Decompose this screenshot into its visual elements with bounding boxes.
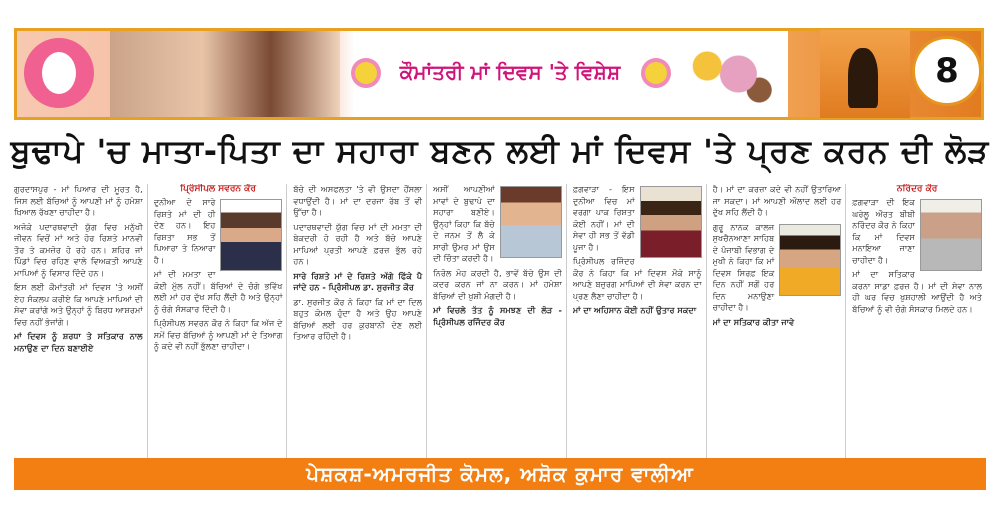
- article-column: [433, 184, 567, 462]
- article-paragraph: ਪਦਾਰਥਵਾਦੀ ਯੁੱਗ ਵਿਚ ਮਾਂ ਦੀ ਮਮਤਾ ਦੀ ਬੇਕਦਰੀ ਹੋ ਰਹੀ ਹੈ ਅਤੇ ਬੱਚੇ ਆਪਣੇ ਮਾਪਿਆਂ ਪ੍ਰਤੀ ਆਪਣੇ ਫ਼ਰਜ਼ ਭੁੱਲ ਰਹੇ ਹਨ।: [293, 221, 423, 266]
- article-paragraph: ਪ੍ਰਿੰਸੀਪਲ ਸਵਰਨ ਕੌਰ ਨੇ ਕਿਹਾ ਕਿ ਅੱਜ ਦੇ ਸਮੇਂ ਵਿਚ ਬੱਚਿਆਂ ਨੂੰ ਆਪਣੀ ਮਾਂ ਦੇ ਤਿਆਗ ਨੂੰ ਕਦੇ ਵੀ ਨਹੀਂ ਭੁੱਲਣਾ ਚਾਹੀਦਾ।: [153, 318, 283, 351]
- portrait-photo: [500, 186, 562, 258]
- portrait-photo: [640, 186, 702, 258]
- byline: ਨਰਿੰਦਰ ਕੌਰ: [896, 184, 938, 194]
- banner-photo-strip: [110, 31, 340, 117]
- article-paragraph: ਬੱਚੇ ਦੀ ਅਸਫਲਤਾ 'ਤੇ ਵੀ ਉਸਦਾ ਹੌਂਸਲਾ ਵਧਾਉਂਦੀ ਹੈ। ਮਾਂ ਦਾ ਦਰਜਾ ਰੱਬ ਤੋਂ ਵੀ ਉੱਚਾ ਹੈ।: [293, 184, 423, 217]
- article-paragraph: ਹੈ। ਮਾਂ ਦਾ ਕਰਜ਼ਾ ਕਦੇ ਵੀ ਨਹੀਂ ਉਤਾਰਿਆ ਜਾ ਸਕਦਾ। ਮਾਂ ਆਪਣੀ ਔਲਾਦ ਲਈ ਹਰ ਦੁੱਖ ਸਹਿ ਲੈਂਦੀ ਹੈ।: [712, 184, 842, 217]
- article-paragraph: ਡਾ. ਸੁਰਜੀਤ ਕੌਰ ਨੇ ਕਿਹਾ ਕਿ ਮਾਂ ਦਾ ਦਿਲ ਬਹੁਤ ਕੋਮਲ ਹੁੰਦਾ ਹੈ ਅਤੇ ਉਹ ਆਪਣੇ ਬੱਚਿਆਂ ਲਈ ਹਰ ਕੁਰਬਾਨੀ ਦੇਣ ਲਈ ਤਿਆਰ ਰਹਿੰਦੀ ਹੈ।: [293, 296, 423, 341]
- article-subheading: ਸਾਰੇ ਰਿਸ਼ਤੇ ਮਾਂ ਦੇ ਰਿਸ਼ਤੇ ਅੱਗੇ ਫਿੱਕੇ ਪੈ ਜਾਂਦੇ ਹਨ - ਪ੍ਰਿੰਸੀਪਲ ਡਾ. ਸੁਰਜੀਤ ਕੌਰ: [293, 270, 423, 292]
- article-paragraph: ਫ਼ਗਵਾੜਾ ਦੀ ਇਕ ਘਰੇਲੂ ਔਰਤ ਬੀਬੀ ਨਰਿੰਦਰ ਕੌਰ ਨੇ ਕਿਹਾ ਕਿ ਮਾਂ ਦਿਵਸ ਮਨਾਇਆ ਜਾਣਾ ਚਾਹੀਦਾ ਹੈ।: [852, 197, 915, 265]
- article-column: [713, 184, 847, 462]
- article-paragraph: ਗੁਰਦਾਸਪੁਰ - ਮਾਂ ਪਿਆਰ ਦੀ ਮੂਰਤ ਹੈ, ਜਿਸ ਲਈ ਬੱਚਿਆਂ ਨੂੰ ਆਪਣੀ ਮਾਂ ਨੂੰ ਹਮੇਸ਼ਾ ਖ਼ਿਆਲ ਰੱਖਣਾ ਚਾਹੀਦਾ ਹੈ।: [14, 184, 143, 217]
- flower-icon: [645, 62, 667, 84]
- banner-title: ਕੌਮਾਂਤਰੀ ਮਾਂ ਦਿਵਸ 'ਤੇ ਵਿਸ਼ੇਸ਼: [399, 60, 621, 84]
- article-column: [154, 184, 288, 462]
- article-paragraph: ਨਿਰੋਲ ਮੋਹ ਕਰਦੀ ਹੈ, ਭਾਵੇਂ ਬੱਚੇ ਉਸ ਦੀ ਕਦਰ ਕਰਨ ਜਾਂ ਨਾ ਕਰਨ। ਮਾਂ ਹਮੇਸ਼ਾ ਬੱਚਿਆਂ ਦੀ ਖੁਸ਼ੀ ਮੰਗਦੀ ਹੈ।: [433, 267, 562, 301]
- article-paragraph: ਅਸੀਂ ਆਪਣੀਆਂ ਮਾਵਾਂ ਦੇ ਬੁਢਾਪੇ ਦਾ ਸਹਾਰਾ ਬਣੀਏ। ਉਨ੍ਹਾਂ ਕਿਹਾ ਕਿ ਬੱਚੇ ਦੇ ਜਨਮ ਤੋਂ ਲੈ ਕੇ ਸਾਰੀ ਉਮਰ ਮਾਂ ਉਸ ਦੀ ਚਿੰਤਾ ਕਰਦੀ ਹੈ।: [433, 184, 495, 263]
- article-subheading: ਮਾਂ ਦਿਵਸ ਨੂੰ ਸ਼ਰਧਾ ਤੇ ਸਤਿਕਾਰ ਨਾਲ ਮਨਾਉਣ ਦਾ ਦਿਨ ਬਣਾਈਏ: [14, 331, 143, 353]
- footer-credits: ਪੇਸ਼ਕਸ਼-ਅਮਰਜੀਤ ਕੋਮਲ, ਅਸ਼ੋਕ ਕੁਮਾਰ ਵਾਲੀਆ: [14, 458, 986, 490]
- article-paragraph: ਗੁਰੂ ਨਾਨਕ ਕਾਲਜ ਸੁਖਚੈਨਆਣਾ ਸਾਹਿਬ ਦੇ ਪੰਜਾਬੀ ਵਿਭਾਗ ਦੇ ਮੁਖੀ ਨੇ ਕਿਹਾ ਕਿ ਮਾਂ ਦਿਵਸ ਸਿਰਫ਼ ਇਕ ਦਿਨ ਨਹੀਂ ਸਗੋਂ ਹਰ ਦਿਨ ਮਨਾਉਣਾ ਚਾਹੀਦਾ ਹੈ।: [712, 221, 775, 312]
- portrait-photo: [779, 224, 841, 296]
- article-column: [14, 184, 148, 462]
- article-subheading: ਮਾਂ ਵਿਚਲੇ ਤੱਤ ਨੂੰ ਸਮਝਣ ਦੀ ਲੋੜ - ਪ੍ਰਿੰਸੀਪਲ ਰਜਿੰਦਰ ਕੌਰ: [433, 305, 562, 327]
- headline: ਬੁਢਾਪੇ 'ਚ ਮਾਤਾ-ਪਿਤਾ ਦਾ ਸਹਾਰਾ ਬਣਨ ਲਈ ਮਾਂ ਦਿਵਸ 'ਤੇ ਪ੍ਰਣ ਕਰਨ ਦੀ ਲੋੜ: [10, 131, 990, 170]
- article-column: [293, 184, 427, 462]
- family-cartoon-icon: [676, 34, 780, 114]
- article-paragraph: ਫ਼ਗਵਾੜਾ - ਇਸ ਦੁਨੀਆ ਵਿਚ ਮਾਂ ਵਰਗਾ ਪਾਕ ਰਿਸ਼ਤਾ ਕੋਈ ਨਹੀਂ। ਮਾਂ ਦੀ ਸੇਵਾ ਹੀ ਸਭ ਤੋਂ ਵੱਡੀ ਪੂਜਾ ਹੈ।: [572, 184, 635, 252]
- article-columns: [14, 184, 986, 462]
- article-subheading: ਮਾਂ ਦਾ ਸਤਿਕਾਰ ਕੀਤਾ ਜਾਵੇ: [712, 316, 795, 327]
- article-subheading: ਮਾਂ ਦਾ ਅਹਿਸਾਨ ਕੋਈ ਨਹੀਂ ਉਤਾਰ ਸਕਦਾ: [572, 305, 697, 315]
- portrait-photo: [220, 199, 282, 271]
- article-paragraph: ਇਸ ਲਈ ਕੌਮਾਂਤਰੀ ਮਾਂ ਦਿਵਸ 'ਤੇ ਅਸੀਂ ਏਹ ਸੰਕਲਪ ਕਰੀਏ ਕਿ ਆਪਣੇ ਮਾਪਿਆਂ ਦੀ ਸੇਵਾ ਕਰਾਂਗੇ ਅਤੇ ਉਨ੍ਹਾਂ ਨੂੰ ਬਿਰਧ ਆਸ਼ਰਮਾਂ ਵਿਚ ਨਹੀਂ ਭੇਜਾਂਗੇ।: [14, 282, 143, 327]
- mother-child-logo-icon: [24, 38, 94, 108]
- article-paragraph: ਅਜੋਕੇ ਪਦਾਰਥਵਾਦੀ ਯੁੱਗ ਵਿਚ ਮਨੁੱਖੀ ਜੀਵਨ ਵਿਚੋਂ ਮਾਂ ਅਤੇ ਹੋਰ ਰਿਸ਼ਤੇ ਮਾਨਵੀ ਤੌਰ ਤੇ ਕਮਜ਼ੋਰ ਹੋ ਰਹੇ ਹਨ। ਸ਼ਹਿਰ ਜਾਂ ਪਿੰਡਾਂ ਵਿਚ ਰਹਿਣ ਵਾਲੇ ਵਿਅਕਤੀ ਆਪਣੇ ਮਾਪਿਆਂ ਨੂੰ ਵਿਸਾਰ ਦਿੰਦੇ ਹਨ।: [14, 221, 143, 278]
- article-column: [852, 184, 986, 462]
- page-number: 8: [912, 36, 982, 106]
- article-paragraph: ਦੁਨੀਆ ਦੇ ਸਾਰੇ ਰਿਸ਼ਤੇ ਮਾਂ ਦੀ ਹੀ ਦੇਣ ਹਨ। ਇਹ ਰਿਸ਼ਤਾ ਸਭ ਤੋਂ ਪਿਆਰਾ ਤੇ ਨਿਆਰਾ ਹੈ।: [153, 197, 216, 265]
- article-paragraph: ਪ੍ਰਿੰਸੀਪਲ ਰਜਿੰਦਰ ਕੌਰ ਨੇ ਕਿਹਾ ਕਿ ਮਾਂ ਦਿਵਸ ਮੌਕੇ ਸਾਨੂੰ ਆਪਣੇ ਬਜ਼ੁਰਗ ਮਾਪਿਆਂ ਦੀ ਸੇਵਾ ਕਰਨ ਦਾ ਪ੍ਰਣ ਲੈਣਾ ਚਾਹੀਦਾ ਹੈ।: [572, 256, 702, 301]
- article-paragraph: ਮਾਂ ਦੀ ਮਮਤਾ ਦਾ ਕੋਈ ਮੁੱਲ ਨਹੀਂ। ਬੱਚਿਆਂ ਦੇ ਚੰਗੇ ਭਵਿੱਖ ਲਈ ਮਾਂ ਹਰ ਦੁੱਖ ਸਹਿ ਲੈਂਦੀ ਹੈ ਅਤੇ ਉਨ੍ਹਾਂ ਨੂੰ ਚੰਗੇ ਸੰਸਕਾਰ ਦਿੰਦੀ ਹੈ।: [153, 269, 283, 314]
- portrait-photo: [920, 199, 982, 271]
- byline: ਪ੍ਰਿੰਸੀਪਲ ਸਵਰਨ ਕੌਰ: [180, 184, 256, 194]
- article-column: [573, 184, 707, 462]
- mother-child-silhouette-icon: [820, 30, 910, 118]
- article-paragraph: ਮਾਂ ਦਾ ਸਤਿਕਾਰ ਕਰਨਾ ਸਾਡਾ ਫ਼ਰਜ਼ ਹੈ। ਮਾਂ ਦੀ ਸੇਵਾ ਨਾਲ ਹੀ ਘਰ ਵਿਚ ਖੁਸ਼ਹਾਲੀ ਆਉਂਦੀ ਹੈ ਅਤੇ ਬੱਚਿਆਂ ਨੂੰ ਵੀ ਚੰਗੇ ਸੰਸਕਾਰ ਮਿਲਦੇ ਹਨ।: [852, 269, 982, 314]
